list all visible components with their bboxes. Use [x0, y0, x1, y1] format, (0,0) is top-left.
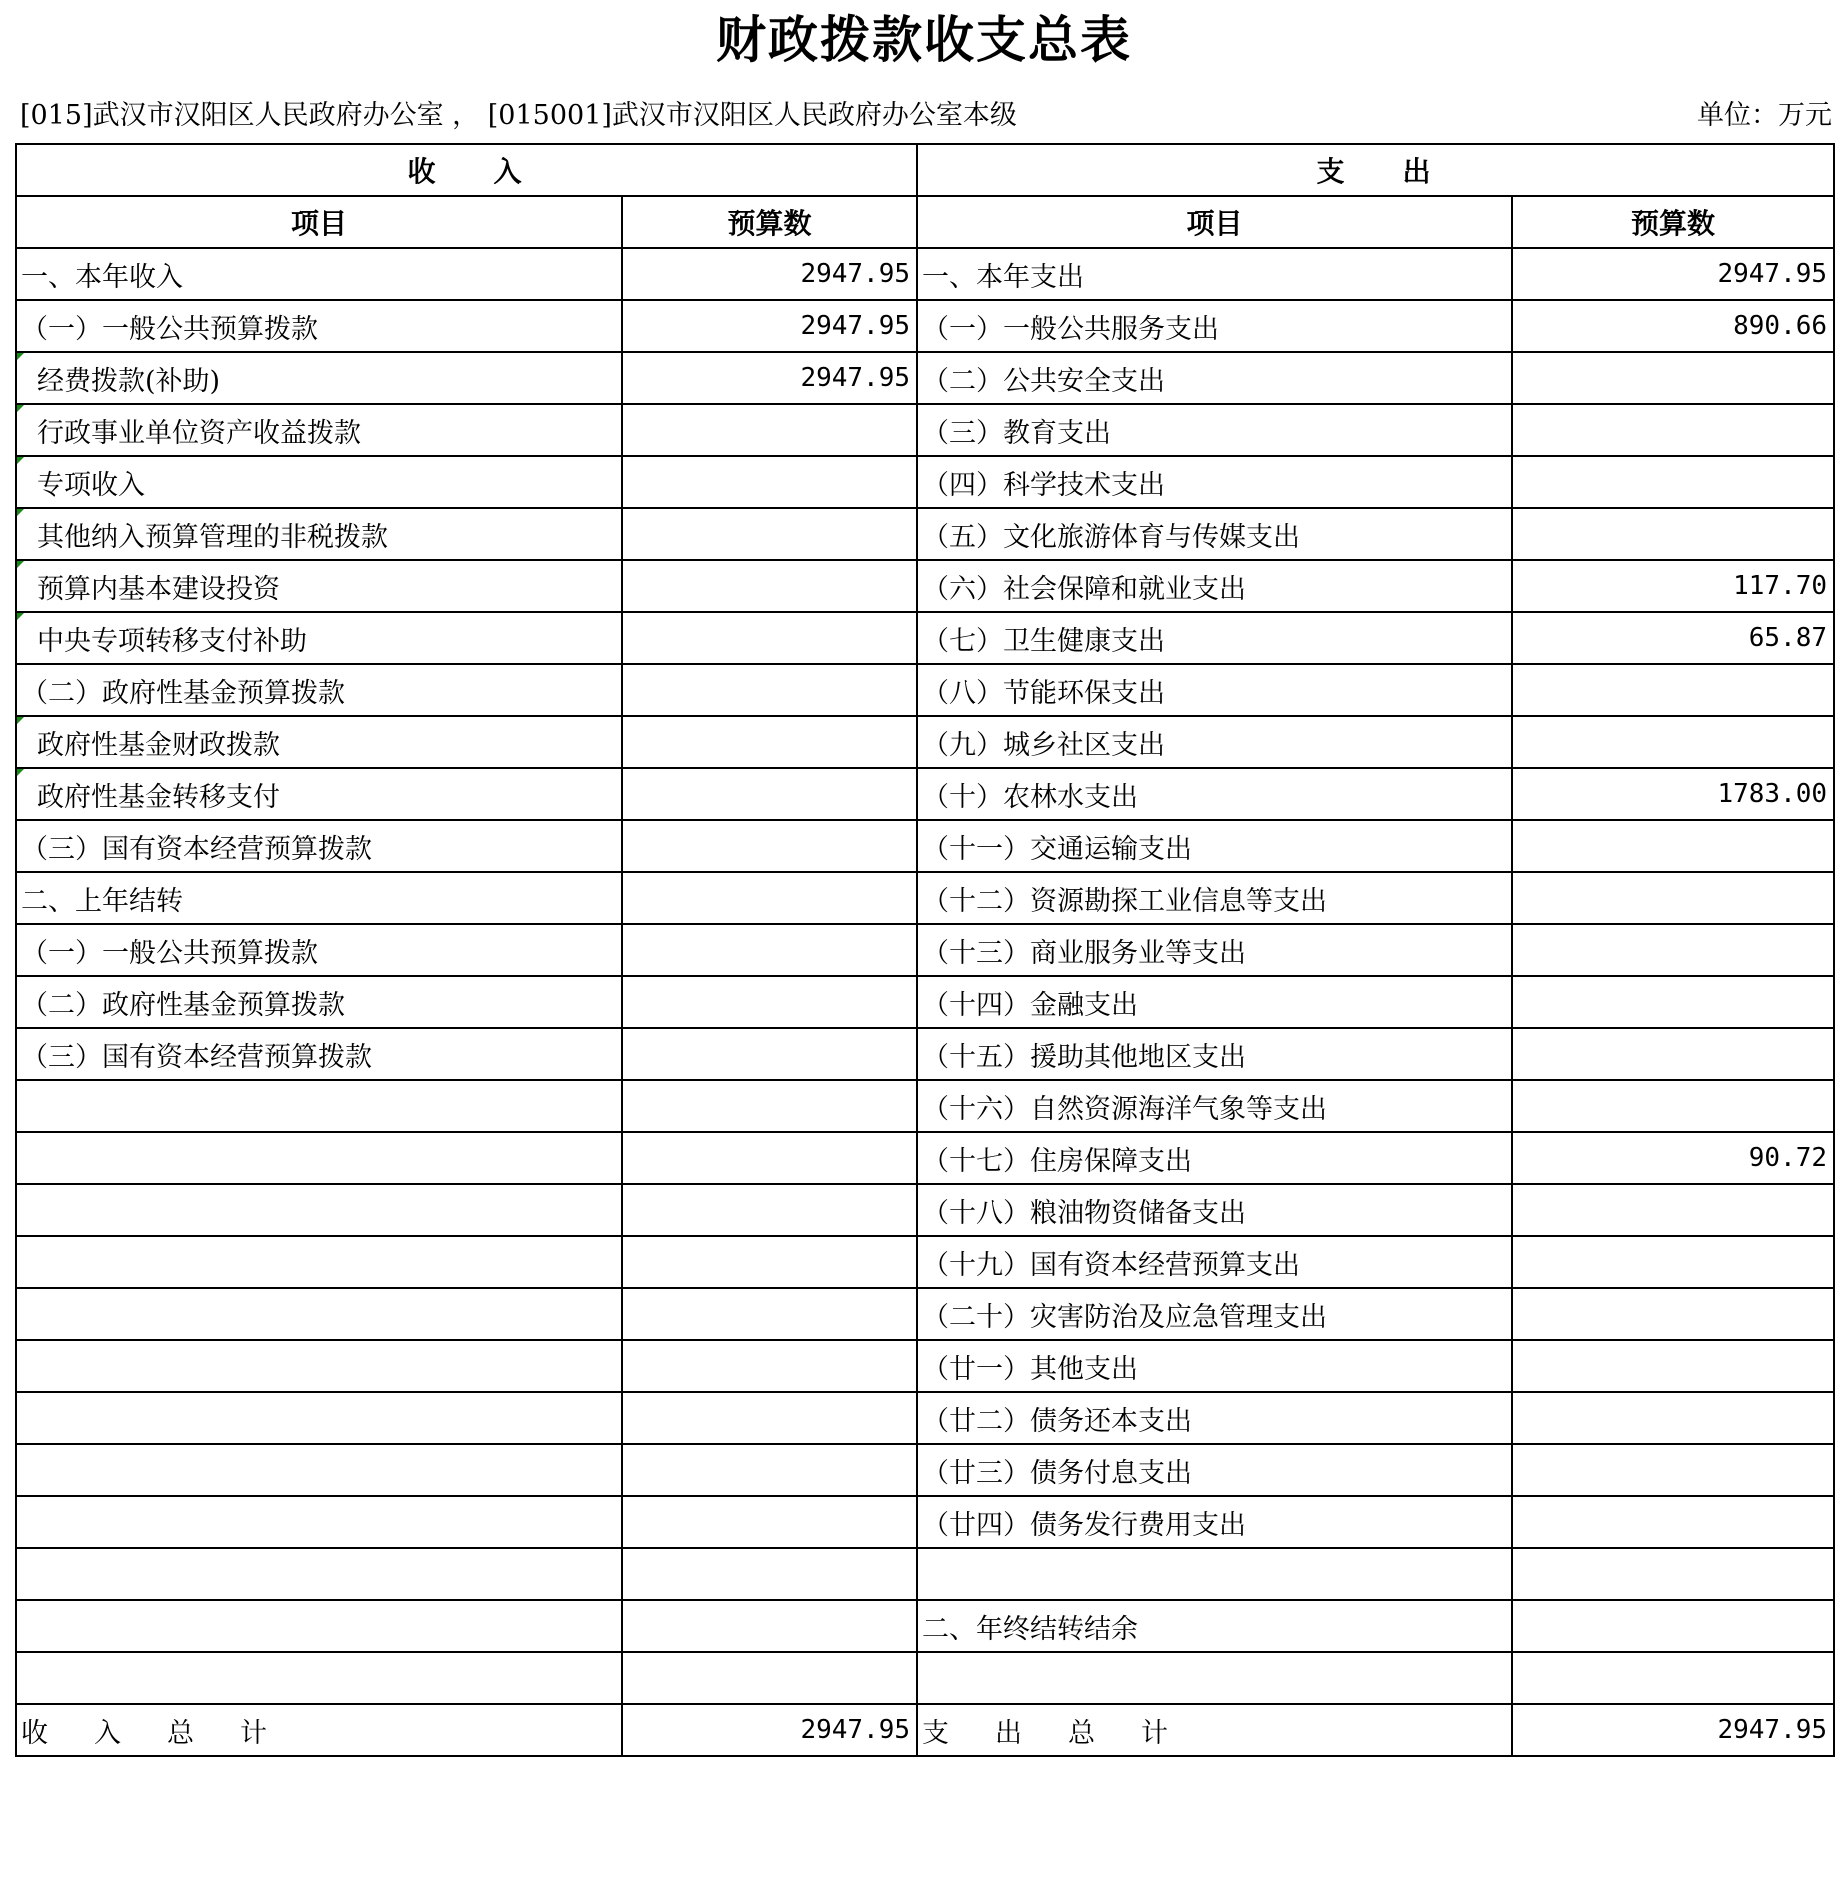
expense-total-value: 2947.95: [1512, 1704, 1834, 1756]
section-header-row: [16, 144, 1834, 196]
table-row: [16, 1496, 1834, 1548]
page-title: 财政拨款收支总表: [716, 10, 1132, 69]
income-item-cell: 二、上年结转: [16, 872, 622, 924]
income-item-cell: [16, 1132, 622, 1184]
expense-item-cell: （十二）资源勘探工业信息等支出: [917, 872, 1512, 924]
expense-item-cell: （十五）援助其他地区支出: [917, 1028, 1512, 1080]
expense-item-cell: （三）教育支出: [917, 404, 1512, 456]
table-row: [16, 1392, 1834, 1444]
income-item-cell: 预算内基本建设投资: [16, 560, 622, 612]
income-item-cell: [16, 1496, 622, 1548]
income-budget-cell: [622, 976, 917, 1028]
income-budget-cell: [622, 1340, 917, 1392]
income-budget-cell: [622, 1548, 917, 1600]
table-row: [16, 1184, 1834, 1236]
table-row: [16, 664, 1834, 716]
expense-item-cell: （十九）国有资本经营预算支出: [917, 1236, 1512, 1288]
expense-budget-cell: 117.70: [1512, 560, 1834, 612]
fiscal-summary-table: [15, 143, 1835, 1757]
expense-item-cell: （十三）商业服务业等支出: [917, 924, 1512, 976]
expense-item-cell: （十四）金融支出: [917, 976, 1512, 1028]
expense-budget-cell: [1512, 1288, 1834, 1340]
income-section-header: 收入: [16, 144, 917, 196]
expense-budget-cell: [1512, 1080, 1834, 1132]
income-item-cell: [16, 1444, 622, 1496]
expense-budget-cell: [1512, 872, 1834, 924]
expense-budget-cell: [1512, 1444, 1834, 1496]
expense-item-cell: （十一）交通运输支出: [917, 820, 1512, 872]
table-row: [16, 1548, 1834, 1600]
table-row: [16, 508, 1834, 560]
income-budget-cell: [622, 1496, 917, 1548]
expense-budget-cell: [1512, 1600, 1834, 1652]
expense-budget-cell: [1512, 1028, 1834, 1080]
table-row: [16, 456, 1834, 508]
expense-item-cell: （四）科学技术支出: [917, 456, 1512, 508]
income-budget-cell: [622, 664, 917, 716]
table-row: [16, 352, 1834, 404]
income-item-cell: （三）国有资本经营预算拨款: [16, 1028, 622, 1080]
expense-total-label: 支出总计: [917, 1704, 1512, 1756]
income-item-cell: [16, 1600, 622, 1652]
income-item-cell: [16, 1288, 622, 1340]
expense-budget-cell: [1512, 1236, 1834, 1288]
expense-budget-cell: [1512, 976, 1834, 1028]
income-budget-cell: [622, 1236, 917, 1288]
expense-item-cell: 一、本年支出: [917, 248, 1512, 300]
table-body: [16, 248, 1834, 1704]
expense-budget-cell: 90.72: [1512, 1132, 1834, 1184]
expense-section-header: 支出: [917, 144, 1834, 196]
expense-budget-cell: [1512, 716, 1834, 768]
income-item-cell: 一、本年收入: [16, 248, 622, 300]
expense-budget-cell: [1512, 1548, 1834, 1600]
income-budget-cell: [622, 1184, 917, 1236]
table-row: [16, 924, 1834, 976]
column-header-row: [16, 196, 1834, 248]
income-item-cell: [16, 1340, 622, 1392]
expense-item-cell: （五）文化旅游体育与传媒支出: [917, 508, 1512, 560]
income-item-cell: （三）国有资本经营预算拨款: [16, 820, 622, 872]
income-budget-cell: [622, 1288, 917, 1340]
table-row: [16, 1028, 1834, 1080]
expense-item-cell: 二、年终结转结余: [917, 1600, 1512, 1652]
income-item-cell: （一）一般公共预算拨款: [16, 924, 622, 976]
income-item-cell: [16, 1392, 622, 1444]
table-row: [16, 1236, 1834, 1288]
expense-item-cell: （二）公共安全支出: [917, 352, 1512, 404]
income-item-cell: [16, 1184, 622, 1236]
income-item-cell: 中央专项转移支付补助: [16, 612, 622, 664]
totals-row: [16, 1704, 1834, 1756]
income-total-label: 收入总计: [16, 1704, 622, 1756]
income-item-cell: （一）一般公共预算拨款: [16, 300, 622, 352]
table-row: [16, 1600, 1834, 1652]
income-budget-cell: 2947.95: [622, 352, 917, 404]
expense-budget-cell: [1512, 508, 1834, 560]
income-item-cell: [16, 1548, 622, 1600]
income-item-cell: 专项收入: [16, 456, 622, 508]
income-budget-cell: 2947.95: [622, 300, 917, 352]
table-row: [16, 1288, 1834, 1340]
income-item-cell: （二）政府性基金预算拨款: [16, 664, 622, 716]
table-row: [16, 820, 1834, 872]
expense-budget-cell: 1783.00: [1512, 768, 1834, 820]
table-row: [16, 976, 1834, 1028]
income-budget-cell: [622, 1132, 917, 1184]
table-row: [16, 560, 1834, 612]
table-row: [16, 1132, 1834, 1184]
income-budget-cell: [622, 1652, 917, 1704]
expense-item-cell: （十六）自然资源海洋气象等支出: [917, 1080, 1512, 1132]
income-item-cell: [16, 1236, 622, 1288]
expense-item-cell: （六）社会保障和就业支出: [917, 560, 1512, 612]
expense-item-cell: （十）农林水支出: [917, 768, 1512, 820]
expense-budget-cell: [1512, 352, 1834, 404]
income-budget-cell: [622, 560, 917, 612]
expense-item-cell: （十八）粮油物资储备支出: [917, 1184, 1512, 1236]
expense-item-cell: [917, 1548, 1512, 1600]
table-row: [16, 1080, 1834, 1132]
income-budget-cell: [622, 768, 917, 820]
income-budget-cell: [622, 1080, 917, 1132]
table-row: [16, 1340, 1834, 1392]
expense-budget-cell: [1512, 1652, 1834, 1704]
expense-item-cell: （七）卫生健康支出: [917, 612, 1512, 664]
income-total-value: 2947.95: [622, 1704, 917, 1756]
income-budget-cell: [622, 1444, 917, 1496]
table-row: [16, 404, 1834, 456]
expense-item-cell: （十七）住房保障支出: [917, 1132, 1512, 1184]
expense-budget-cell: [1512, 1184, 1834, 1236]
income-item-cell: [16, 1080, 622, 1132]
income-item-header: 项目: [16, 196, 622, 248]
expense-budget-cell: 65.87: [1512, 612, 1834, 664]
unit-label: 单位：万元: [1697, 100, 1832, 131]
expense-budget-cell: [1512, 404, 1834, 456]
income-item-cell: [16, 1652, 622, 1704]
expense-item-cell: （八）节能环保支出: [917, 664, 1512, 716]
income-budget-cell: [622, 820, 917, 872]
expense-item-cell: （一）一般公共服务支出: [917, 300, 1512, 352]
income-budget-cell: [622, 612, 917, 664]
expense-budget-cell: 890.66: [1512, 300, 1834, 352]
table-row: [16, 716, 1834, 768]
expense-budget-cell: 2947.95: [1512, 248, 1834, 300]
income-budget-cell: [622, 716, 917, 768]
income-budget-cell: [622, 456, 917, 508]
expense-item-cell: （廿二）债务还本支出: [917, 1392, 1512, 1444]
table-row: [16, 612, 1834, 664]
income-budget-cell: [622, 404, 917, 456]
income-budget-cell: [622, 1392, 917, 1444]
expense-budget-cell: [1512, 456, 1834, 508]
table-row: [16, 1444, 1834, 1496]
expense-item-header: 项目: [917, 196, 1512, 248]
income-budget-cell: [622, 1028, 917, 1080]
expense-budget-cell: [1512, 1496, 1834, 1548]
income-item-cell: 政府性基金转移支付: [16, 768, 622, 820]
income-budget-cell: [622, 1600, 917, 1652]
income-item-cell: 政府性基金财政拨款: [16, 716, 622, 768]
table-row: [16, 768, 1834, 820]
expense-item-cell: （九）城乡社区支出: [917, 716, 1512, 768]
expense-item-cell: （二十）灾害防治及应急管理支出: [917, 1288, 1512, 1340]
table-row: [16, 872, 1834, 924]
expense-budget-cell: [1512, 1340, 1834, 1392]
income-item-cell: （二）政府性基金预算拨款: [16, 976, 622, 1028]
income-item-cell: 其他纳入预算管理的非税拨款: [16, 508, 622, 560]
expense-budget-cell: [1512, 820, 1834, 872]
expense-budget-header: 预算数: [1512, 196, 1834, 248]
expense-item-cell: （廿一）其他支出: [917, 1340, 1512, 1392]
table-row: [16, 300, 1834, 352]
expense-budget-cell: [1512, 1392, 1834, 1444]
expense-item-cell: （廿四）债务发行费用支出: [917, 1496, 1512, 1548]
income-budget-cell: 2947.95: [622, 248, 917, 300]
income-item-cell: 经费拨款(补助): [16, 352, 622, 404]
table-row: [16, 248, 1834, 300]
expense-item-cell: [917, 1652, 1512, 1704]
expense-item-cell: （廿三）债务付息支出: [917, 1444, 1512, 1496]
income-budget-cell: [622, 508, 917, 560]
income-budget-cell: [622, 924, 917, 976]
income-item-cell: 行政事业单位资产收益拨款: [16, 404, 622, 456]
expense-budget-cell: [1512, 924, 1834, 976]
table-row: [16, 1652, 1834, 1704]
expense-budget-cell: [1512, 664, 1834, 716]
income-budget-header: 预算数: [622, 196, 917, 248]
organization-label: [015]武汉市汉阳区人民政府办公室 ， [015001]武汉市汉阳区人民政府办公室本级: [20, 100, 1017, 131]
income-budget-cell: [622, 872, 917, 924]
